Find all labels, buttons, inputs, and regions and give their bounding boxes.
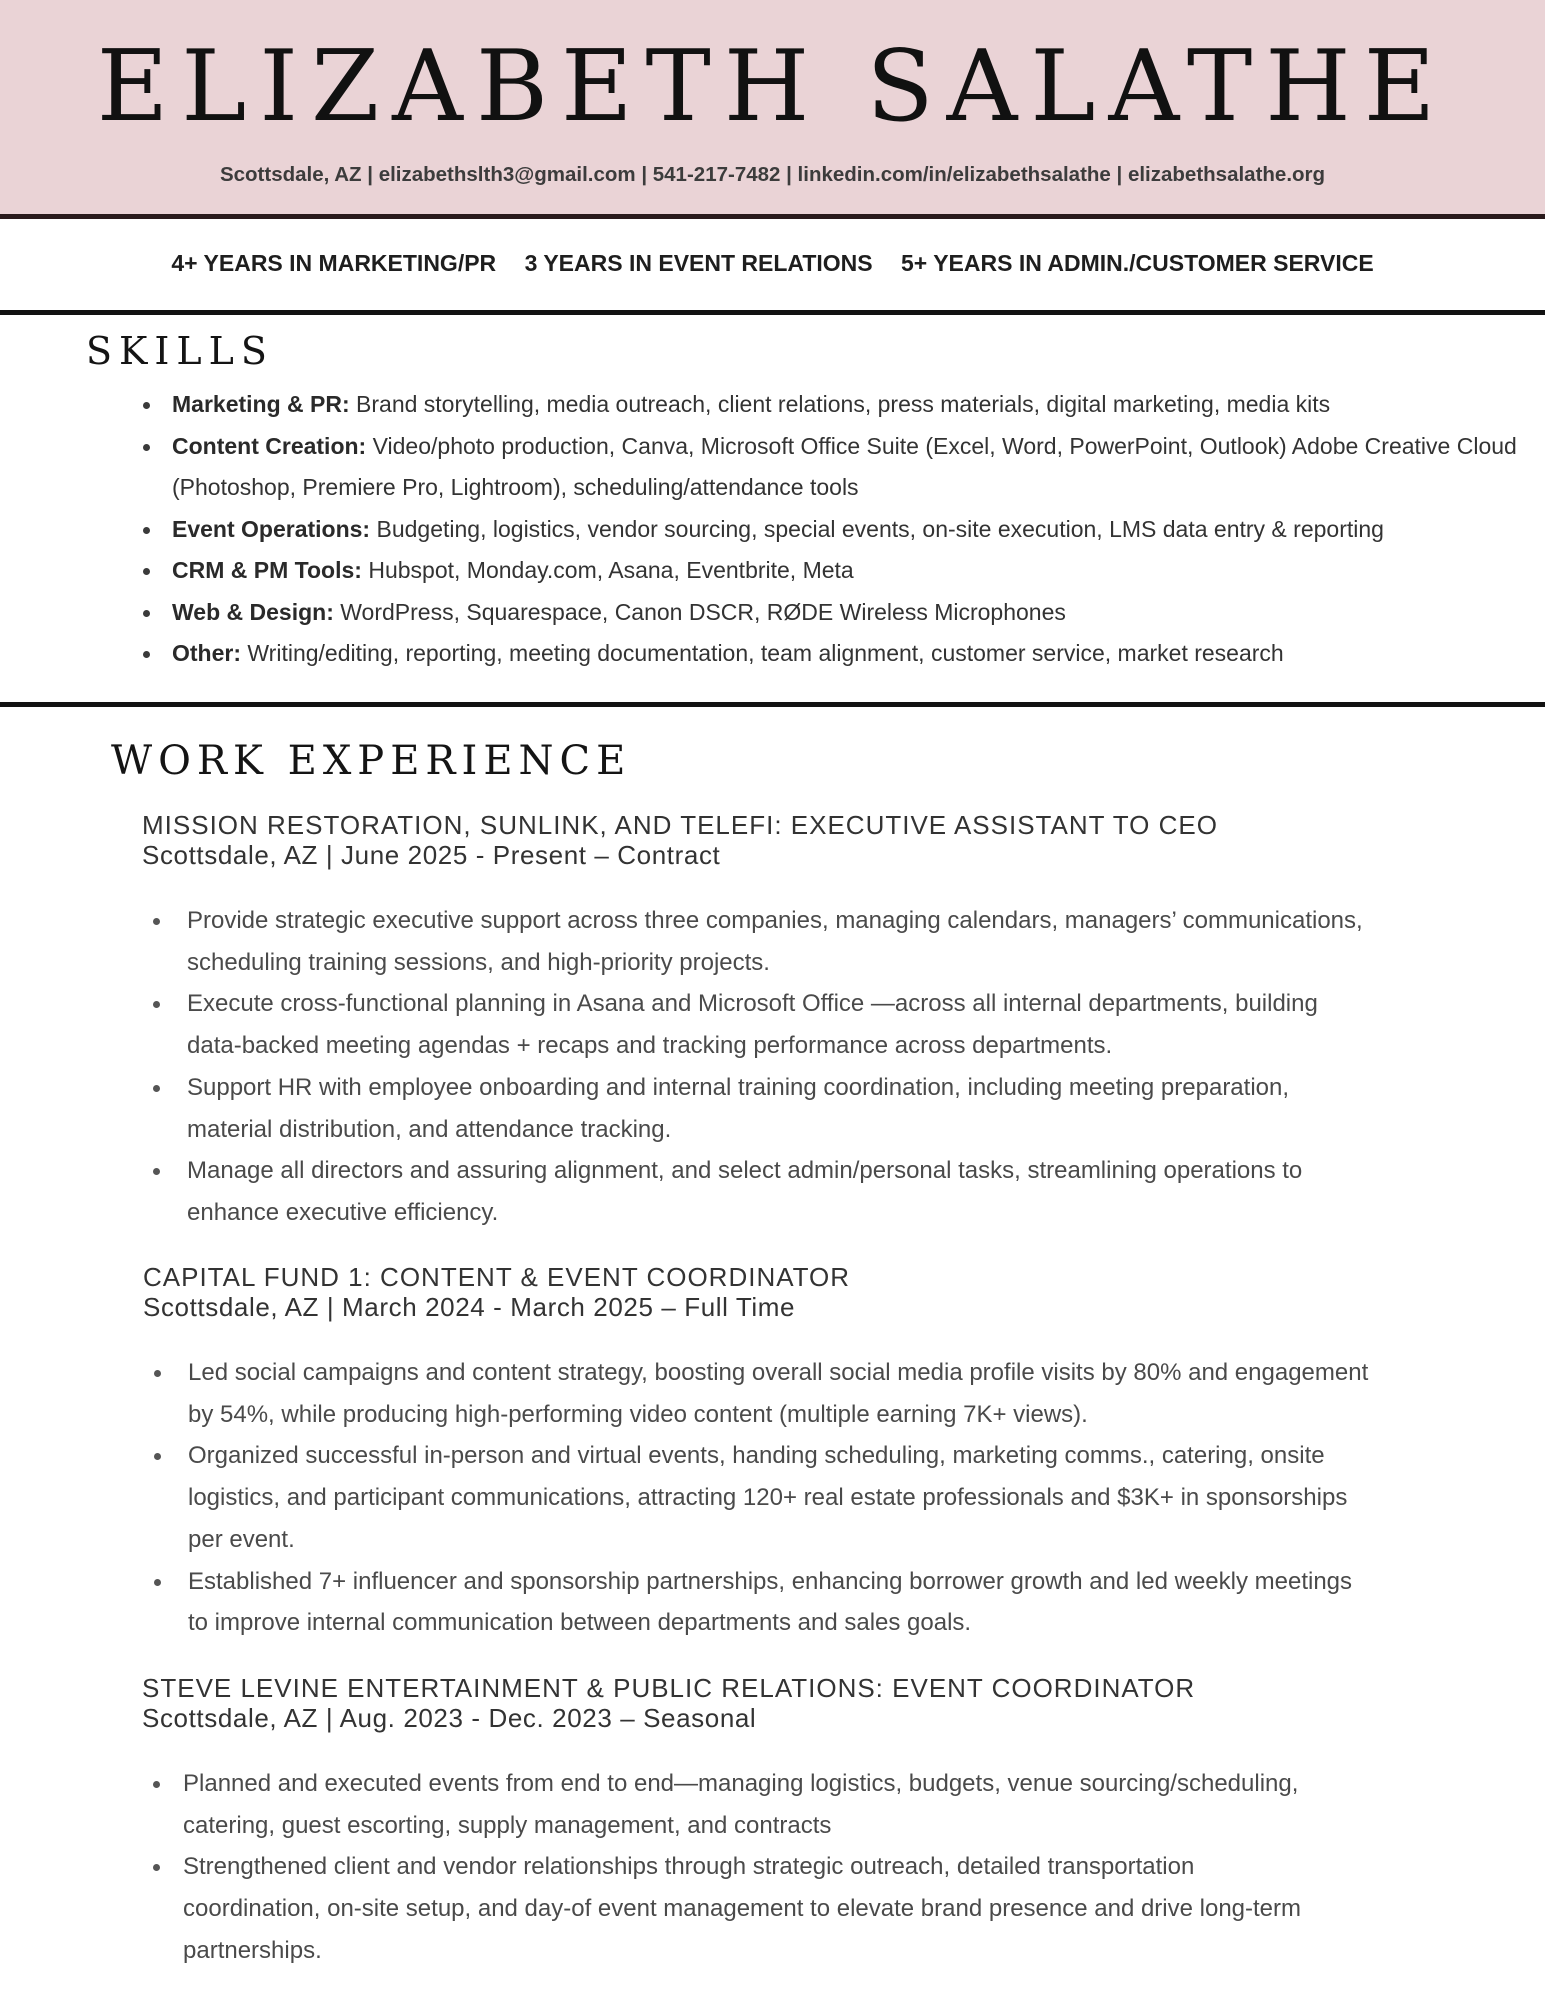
- stat-events: 3 YEARS IN EVENT RELATIONS: [524, 250, 873, 276]
- job-bullet: Planned and executed events from end to end—managing logistics, budgets, venue sourcing/scheduling, catering, guest escorting, supply management, and contracts: [142, 1763, 1322, 1846]
- job-bullet: Provide strategic executive support across three companies, managing calendars, managers’ communications, scheduling training sessions, and high-priority projects.: [142, 900, 1372, 983]
- skill-text: Writing/editing, reporting, meeting documentation, team alignment, customer service, market research: [247, 640, 1284, 666]
- job-title: CAPITAL FUND 1: CONTENT & EVENT COORDINATOR: [143, 1262, 851, 1292]
- divider-top: [0, 310, 1545, 315]
- job-bullet: Execute cross-functional planning in Asana and Microsoft Office —across all internal departments, building data-backed meeting agendas + recaps and tracking performance across departments.: [142, 983, 1372, 1066]
- skill-category: Event Operations:: [172, 515, 371, 542]
- job-entry-mission-restoration: [142, 810, 1442, 1234]
- contact-info: Scottsdale, AZ | elizabethslth3@gmail.com | 541-217-7482 | linkedin.com/in/elizabethsalathe | elizabethsalathe.org: [219, 163, 1326, 186]
- job-bullet: Support HR with employee onboarding and internal training coordination, including meeting preparation, material distribution, and attendance tracking.: [142, 1067, 1372, 1150]
- skill-text: Budgeting, logistics, vendor sourcing, special events, on-site execution, LMS data entry & reporting: [376, 515, 1384, 542]
- skill-category: Marketing & PR:: [172, 391, 350, 417]
- job-entry-steve-levine: [142, 1673, 1442, 1972]
- skill-category: Other:: [172, 640, 241, 666]
- skill-text: WordPress, Squarespace, Canon DSCR, RØDE Wireless Microphones: [340, 598, 1066, 625]
- job-title: STEVE LEVINE ENTERTAINMENT & PUBLIC RELATIONS: EVENT COORDINATOR: [142, 1673, 1196, 1703]
- job-bullet: Led social campaigns and content strategy, boosting overall social media profile visits by 80% and engagement by 54%, while producing high-performing video content (multiple earning 7K+ views).: [143, 1352, 1373, 1435]
- job-bullet: Strengthened client and vendor relationships through strategic outreach, detailed transportation coordination, on-site setup, and day-of event management to elevate brand presence and drive long-term partnerships.: [142, 1846, 1322, 1971]
- job-bullet: Organized successful in-person and virtual events, handing scheduling, marketing comms., catering, onsite logistics, and participant communications, attracting 120+ real estate professionals and $3K+ in sponsorships per event.: [143, 1435, 1373, 1560]
- skill-item: [138, 426, 1538, 509]
- job-bullets: [142, 1763, 1322, 1972]
- job-bullets: [143, 1352, 1373, 1644]
- skill-item: [138, 633, 1538, 675]
- candidate-name: ELIZABETH SALATHE: [96, 30, 1449, 144]
- header-banner: [0, 0, 1545, 219]
- job-bullet: Manage all directors and assuring alignment, and select admin/personal tasks, streamlining operations to enhance executive efficiency.: [142, 1150, 1372, 1233]
- job-location-dates: Scottsdale, AZ | March 2024 - March 2025 – Full Time: [143, 1292, 796, 1322]
- skills-heading: SKILLS: [86, 329, 274, 373]
- job-bullets: [142, 900, 1372, 1234]
- job-location-dates: Scottsdale, AZ | June 2025 - Present – Contract: [142, 840, 721, 870]
- skill-text: Video/photo production, Canva, Microsoft Office Suite (Excel, Word, PowerPoint, Outlook) Adobe Creative Cloud (Photoshop, Premiere Pro, Lightroom), scheduling/attendance tools: [172, 432, 1517, 500]
- divider-middle: [0, 702, 1545, 707]
- skill-text: Brand storytelling, media outreach, client relations, press materials, digital marketing, media kits: [356, 391, 1331, 417]
- skill-category: Content Creation:: [172, 432, 367, 459]
- skill-text: Hubspot, Monday.com, Asana, Eventbrite, Meta: [368, 557, 854, 583]
- work-experience-heading: WORK EXPERIENCE: [111, 738, 632, 784]
- skill-item: [138, 592, 1538, 634]
- experience-summary: [0, 250, 1545, 277]
- skills-list: [138, 384, 1538, 675]
- stat-admin: 5+ YEARS IN ADMIN./CUSTOMER SERVICE: [901, 250, 1374, 276]
- job-entry-capital-fund: [143, 1262, 1443, 1644]
- job-location-dates: Scottsdale, AZ | Aug. 2023 - Dec. 2023 – Seasonal: [142, 1703, 757, 1733]
- skill-category: Web & Design:: [172, 598, 334, 625]
- job-title: MISSION RESTORATION, SUNLINK, AND TELEFI: EXECUTIVE ASSISTANT TO CEO: [142, 810, 1218, 840]
- stat-marketing: 4+ YEARS IN MARKETING/PR: [171, 250, 497, 276]
- skill-item: [138, 550, 1538, 592]
- skill-item: [138, 384, 1538, 426]
- job-bullet: Established 7+ influencer and sponsorship partnerships, enhancing borrower growth and led weekly meetings to improve internal communication between departments and sales goals.: [143, 1561, 1373, 1644]
- skill-category: CRM & PM Tools:: [172, 557, 362, 583]
- skill-item: [138, 509, 1538, 551]
